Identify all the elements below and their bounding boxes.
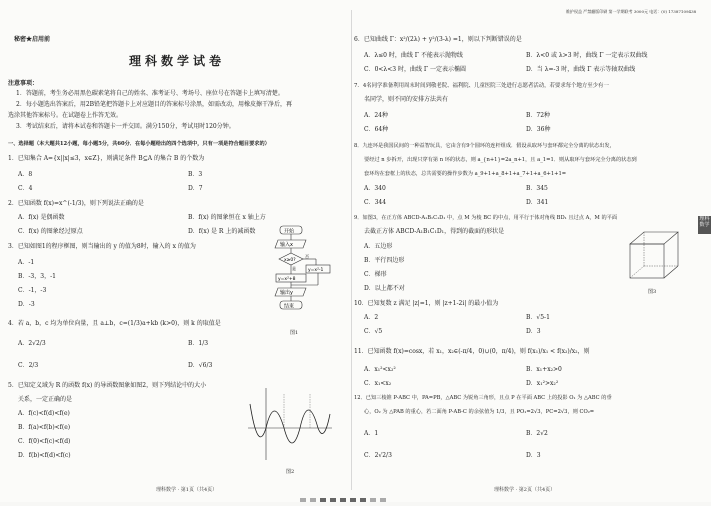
- flow-cond-label: x≥0?: [284, 258, 296, 263]
- q4-stem: 4．若 a，b，c 均为单位向量，且 a⊥b，c=(1/3)a+kb (k>0)，则 k 的取值是: [8, 320, 221, 327]
- q10-option-d: D．3: [526, 328, 541, 335]
- left-page-footer: 理科数学 · 第1页（共4页）: [156, 487, 218, 493]
- q4-option-d: D．√6/3: [188, 362, 213, 369]
- flow-no-label: 否: [305, 254, 309, 259]
- flow-output-label: 输出y: [280, 290, 293, 296]
- q3-stem: 3．已知如图1的程序框图，则当输出的 y 的值为8时，输入的 x 的值为: [8, 243, 196, 250]
- q11-option-b: B．x₁+x₂>0: [526, 366, 562, 373]
- q12-stem-line-2: 心，O₂ 为 △PAB 的重心，若二面角 P-AB-C 的余弦值为 1/3，且 PO₁=2√3，PC=2√3，则 CO₂=: [364, 409, 595, 415]
- q11-stem: 11．已知函数 f(x)=cosx，若 x₁，x₂∈(-π/4，0)∪(0，π/4)，则 f(x₁)/x₁ < f(x₂)/x₂，则: [354, 348, 590, 355]
- q3-option-b: B．-3，3，-1: [18, 273, 56, 280]
- derivative-graph-figure: [244, 384, 336, 464]
- note-2a: 2．每小题选出答案后，用2B铅笔把答题卡上对应题目的答案标号涂黑，如需改动，用橡皮擦干净后，再: [16, 101, 293, 108]
- exam-title: 理科数学试卷: [129, 54, 226, 68]
- q6-option-c: C．0<λ<3 时，曲线 Γ 一定表示椭圆: [364, 66, 466, 73]
- q4-option-a: A．2√2/3: [18, 340, 46, 347]
- notes-heading: 注意事项：: [8, 80, 39, 87]
- q3-option-c: C．-1，-3: [18, 287, 47, 294]
- q7-stem-line-2: 名同学，则不同的安排方法共有: [364, 96, 449, 103]
- q5-option-c: C．f(0)<f(c)<f(d): [18, 438, 71, 445]
- flow-yes-label: 是: [292, 266, 296, 271]
- q7-option-a: A．24种: [364, 112, 388, 119]
- flowchart-figure: [256, 224, 336, 324]
- q1-option-b: B．3: [188, 171, 203, 178]
- q7-option-b: B．72种: [526, 112, 551, 119]
- q7-option-d: D．36种: [526, 126, 551, 133]
- q12-option-c: C．2√2/3: [364, 452, 392, 459]
- q8-option-a: A．340: [364, 185, 386, 192]
- q12-option-d: D．3: [526, 452, 541, 459]
- subject-side-tab: 理科数学: [698, 216, 711, 234]
- right-page-footer: 理科数学 · 第2页（共4页）: [494, 487, 556, 493]
- figure-2-caption: 图2: [286, 469, 295, 475]
- flow-y1-label: y=x²+8: [278, 277, 296, 282]
- right-header: 维护权益 严禁翻版印刷 第一学期联考 3000元 电话：(0) 17387109438: [566, 9, 697, 14]
- figure-1-caption: 图1: [290, 330, 299, 336]
- q8-stem-line-3: 套环均在套框上的状态，总共需要的操作步数为 a_9+1+a_8+1+a_7+1+a_6+1+1=: [364, 171, 567, 177]
- q8-option-d: D．341: [526, 199, 549, 206]
- q1-option-a: A．8: [18, 171, 33, 178]
- note-2b: 选涂其他答案标号。在试题卷上作答无效。: [8, 112, 123, 119]
- note-3: 3．考试结束后，请将本试卷和答题卡一并交回。满分150分，考试用时120分钟。: [16, 123, 235, 130]
- flow-start-label: 开始: [284, 228, 295, 235]
- q9-option-d: D．以上都不对: [364, 285, 405, 292]
- q8-stem-line-2: 要经过 n 步拆开，出现只穿有第 n 环的状态，则 a_{n+1}=2a_n+1，且 a_1=1．则从取环与套环完全分离的状态到: [364, 157, 637, 163]
- q2-stem: 2．已知函数 f(x)=x^(-1/3)，则下列说法正确的是: [8, 200, 144, 207]
- cube-figure: [626, 226, 682, 286]
- q7-option-c: C．64种: [364, 126, 389, 133]
- q5-option-a: A．f(c)<f(d)<f(e): [18, 410, 70, 417]
- right-page: [354, 0, 696, 502]
- q6-option-d: D．当 λ=-3 时，曲线 Γ 表示等轴双曲线: [526, 66, 636, 73]
- q2-option-d: D．f(x) 是 R 上的减函数: [188, 228, 256, 235]
- q8-stem-line-1: 8．九连环是我国民间的一种益智玩具，它由含有9个圆环的连杆组成．假设从取环与套环都完全分离的状态出发，: [354, 143, 615, 149]
- secret-mark: 秘密★启用前: [14, 36, 51, 43]
- note-1: 1．答题前，考生务必用黑色碳素笔将自己的姓名、准考证号、考场号、座位号在答题卡上填写清楚。: [16, 90, 284, 97]
- q2-option-b: B．f(x) 的图象恒在 x 轴上方: [188, 214, 266, 221]
- q2-option-c: C．f(x) 的图象经过原点: [18, 228, 83, 235]
- q6-option-a: A．λ≤0 时，曲线 Γ 不能表示抛物线: [364, 52, 463, 59]
- q9-option-a: A．五边形: [364, 243, 393, 250]
- flow-end-label: 结束: [284, 303, 295, 310]
- q1-stem: 1．已知集合 A={x||x|≤3，x∈Z}，则满足条件 B⊆A 的集合 B 的个数为: [8, 155, 205, 162]
- q9-option-c: C．梯形: [364, 271, 387, 278]
- q8-option-c: C．344: [364, 199, 387, 206]
- q11-option-c: C．x₁<x₂: [364, 380, 392, 387]
- q12-option-b: B．2√2: [526, 430, 548, 437]
- q10-option-b: B．√5-1: [526, 314, 550, 321]
- q10-option-a: A．2: [364, 314, 379, 321]
- q9-stem-line-1: 9．如图3，在正方体 ABCD-A₁B₁C₁D₁ 中，点 M 为棱 BC 的中点，用平行于体对角线 BD₁ 且过点 A，M 的平面: [354, 215, 618, 221]
- left-page: [0, 0, 350, 502]
- q5-option-d: D．f(b)<f(d)<f(c): [18, 452, 71, 459]
- q9-option-b: B．平行四边形: [364, 257, 405, 264]
- q11-option-d: D．x₁²>x₂²: [526, 380, 559, 387]
- q5-stem-line-2: 关系，一定正确的是: [18, 396, 73, 403]
- flow-y2-label: y=x²-1: [308, 268, 324, 273]
- q11-option-a: A．x₁²<x₂²: [364, 366, 396, 373]
- q6-option-b: B．λ<0 或 λ>3 时，曲线 Γ 一定表示双曲线: [526, 52, 648, 59]
- q10-option-c: C．√5: [364, 328, 383, 335]
- page-divider: [351, 10, 352, 490]
- q5-stem-line-1: 5．已知定义域为 R 的函数 f(x) 的导函数图象如图2，则下列结论中的大小: [8, 382, 207, 389]
- q12-option-a: A．1: [364, 430, 379, 437]
- q3-option-a: A．-1: [18, 259, 35, 266]
- q12-stem-line-1: 12．已知三棱锥 P-ABC 中，PA=PB，△ABC 为锐角三角形，且点 P 在平面 ABC 上的投影 O₁ 为 △ABC 的垂: [354, 395, 612, 401]
- q1-option-c: C．4: [18, 185, 33, 192]
- alignment-markers: [298, 487, 388, 506]
- q4-option-c: C．2/3: [18, 362, 39, 369]
- q9-stem-line-2: 去截正方体 ABCD-A₁B₁C₁D₁，得到的截面的形状是: [364, 228, 505, 235]
- figure-3-caption: 图3: [648, 289, 657, 295]
- q6-stem: 6．已知曲线 Γ：x²/(2λ) + y²/(3-λ) =1，则以下判断错误的是: [354, 36, 522, 43]
- q5-option-b: B．f(a)<f(b)<f(e): [18, 424, 71, 431]
- q7-stem-line-1: 7．4名同学准备利用周末时间到敬老院、福利院、儿童医院三处进行志愿者活动，若要求每个地方至少有一: [354, 83, 609, 89]
- q3-option-d: D．-3: [18, 301, 35, 308]
- q10-stem: 10．已知复数 z 满足 |z|=1，则 |z+1-2i| 的最小值为: [354, 300, 499, 307]
- q1-option-d: D．7: [188, 185, 203, 192]
- q8-option-b: B．345: [526, 185, 548, 192]
- section-1-heading: 一、选择题（本大题共12小题，每小题5分，共60分．在每小题给出的四个选项中，只有一项是符合题目要求的）: [8, 141, 270, 147]
- q4-option-b: B．1/3: [188, 340, 209, 347]
- flow-input-label: 输入x: [280, 242, 293, 248]
- q2-option-a: A．f(x) 是偶函数: [18, 214, 65, 221]
